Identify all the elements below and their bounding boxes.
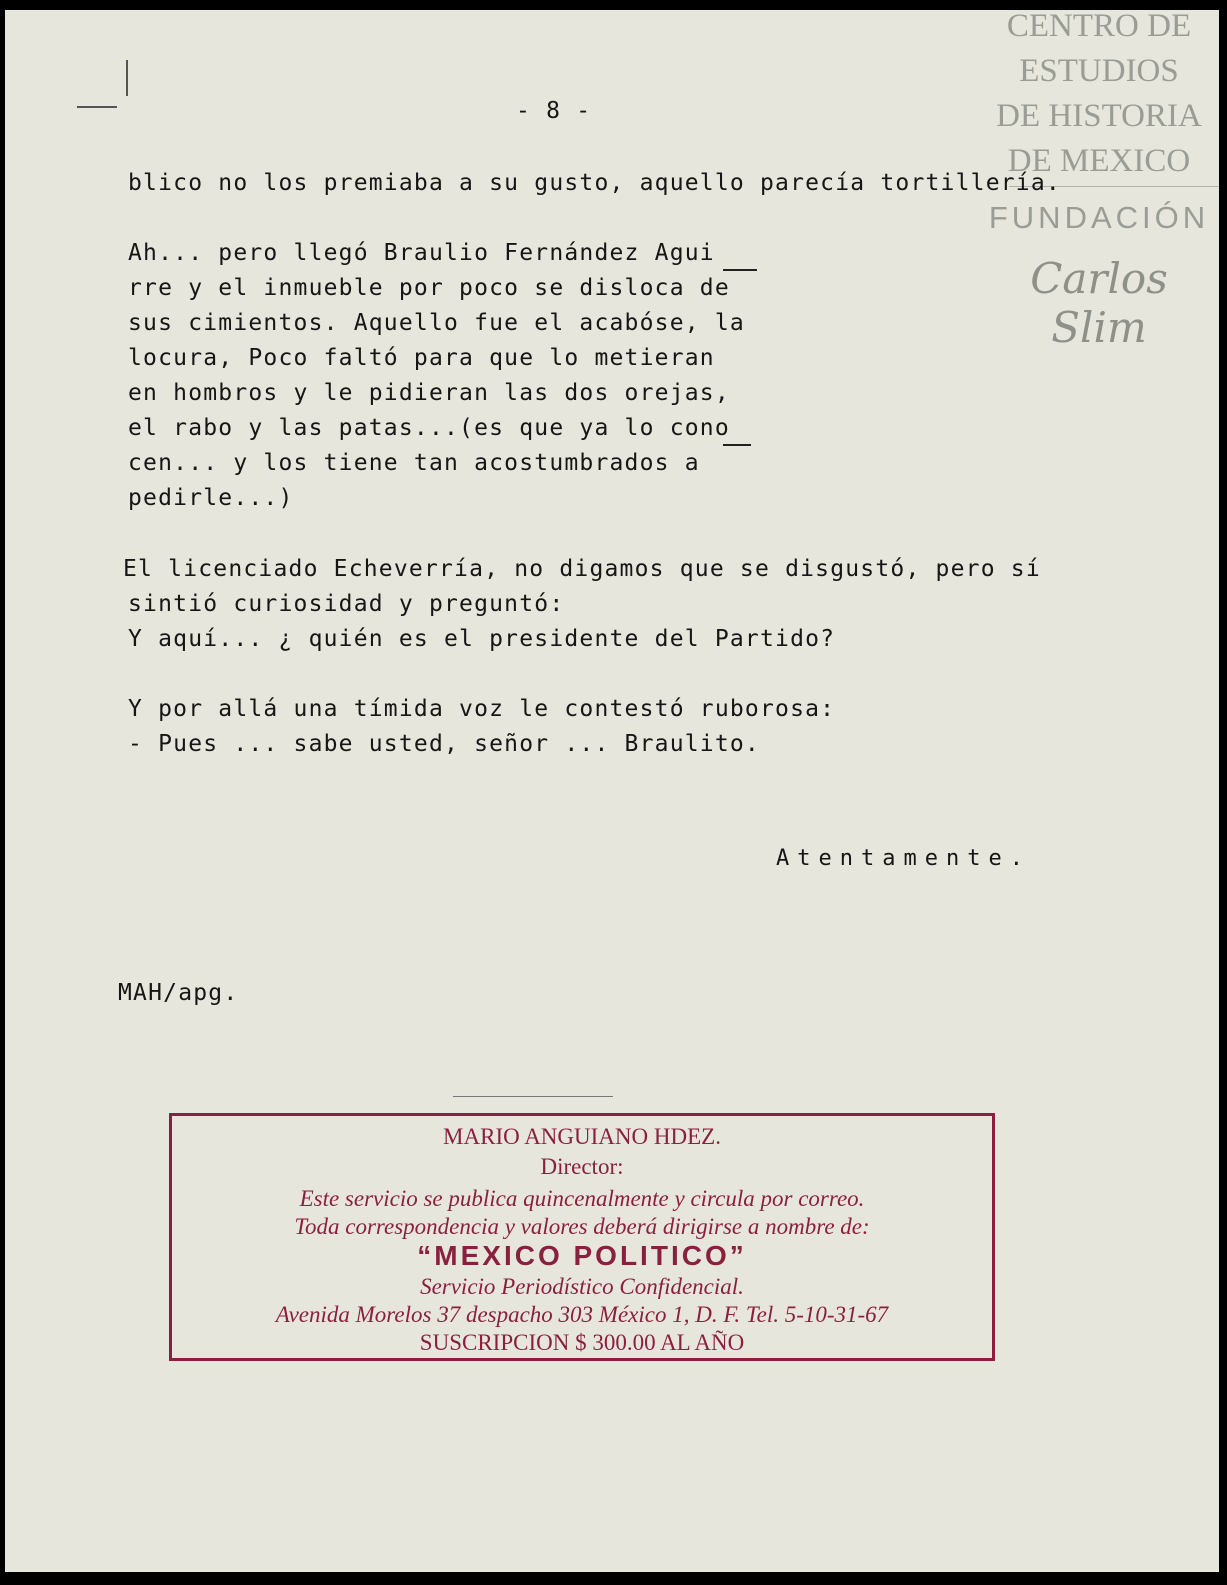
watermark-line: DE MEXICO <box>1007 143 1191 179</box>
watermark-line: DE HISTORIA <box>996 98 1202 134</box>
stamp-top-rule <box>453 1096 613 1097</box>
body-line: sus cimientos. Aquello fue el acabóse, la <box>128 310 745 336</box>
stamp-director-name: MARIO ANGUIANO HDEZ. <box>443 1124 721 1149</box>
body-line: Y por allá una tímida voz le contestó ruborosa: <box>128 696 836 722</box>
stamp-subscription: SUSCRIPCION $ 300.00 AL AÑO <box>419 1330 745 1355</box>
document-page <box>5 10 1219 1572</box>
margin-tick <box>126 60 128 96</box>
watermark-fundacion: FUNDACIÓN <box>988 200 1210 235</box>
initials: MAH/apg. <box>118 980 239 1006</box>
watermark-signature: Carlos Slim <box>1030 254 1168 352</box>
hyphen-underline <box>723 269 757 271</box>
body-line: locura, Poco faltó para que lo metieran <box>128 345 715 371</box>
body-line: Ah... pero llegó Braulio Fernández Agui <box>128 240 715 266</box>
body-line: - Pues ... sabe usted, señor ... Braulito. <box>128 731 760 757</box>
margin-dash <box>77 106 117 108</box>
stamp-line: Este servicio se publica quincenalmente y circula por correo. <box>299 1186 865 1211</box>
hyphen-underline <box>723 444 751 446</box>
stamp-brand: “MEXICO POLITICO” <box>417 1240 747 1271</box>
body-line: pedirle...) <box>128 485 294 511</box>
body-line: en hombros y le pidieran las dos orejas, <box>128 380 730 406</box>
body-line: cen... y los tiene tan acostumbrados a <box>128 450 700 476</box>
page-number: - 8 - <box>516 98 592 124</box>
body-line: rre y el inmueble por poco se disloca de <box>128 275 730 301</box>
stamp-director-role: Director: <box>540 1154 624 1179</box>
stamp-line: Servicio Periodístico Confidencial. <box>420 1274 744 1299</box>
watermark-line: CENTRO DE <box>1006 10 1192 44</box>
body-line: Y aquí... ¿ quién es el presidente del Partido? <box>128 626 836 652</box>
stamp-address: Avenida Morelos 37 despacho 303 México 1, D. F. Tel. 5-10-31-67 <box>275 1302 889 1327</box>
body-line: blico no los premiaba a su gusto, aquello parecía tortillería. <box>128 170 1061 196</box>
closing: Atentamente. <box>776 846 1031 871</box>
body-line: sintió curiosidad y preguntó: <box>128 591 565 617</box>
publisher-stamp <box>169 1113 995 1361</box>
body-line: el rabo y las patas...(es que ya lo cono <box>128 415 730 441</box>
stamp-line: Toda correspondencia y valores deberá dirigirse a nombre de: <box>294 1214 870 1239</box>
body-line: El licenciado Echeverría, no digamos que se disgustó, pero sí <box>123 556 1041 582</box>
watermark-line: ESTUDIOS <box>1019 53 1179 89</box>
